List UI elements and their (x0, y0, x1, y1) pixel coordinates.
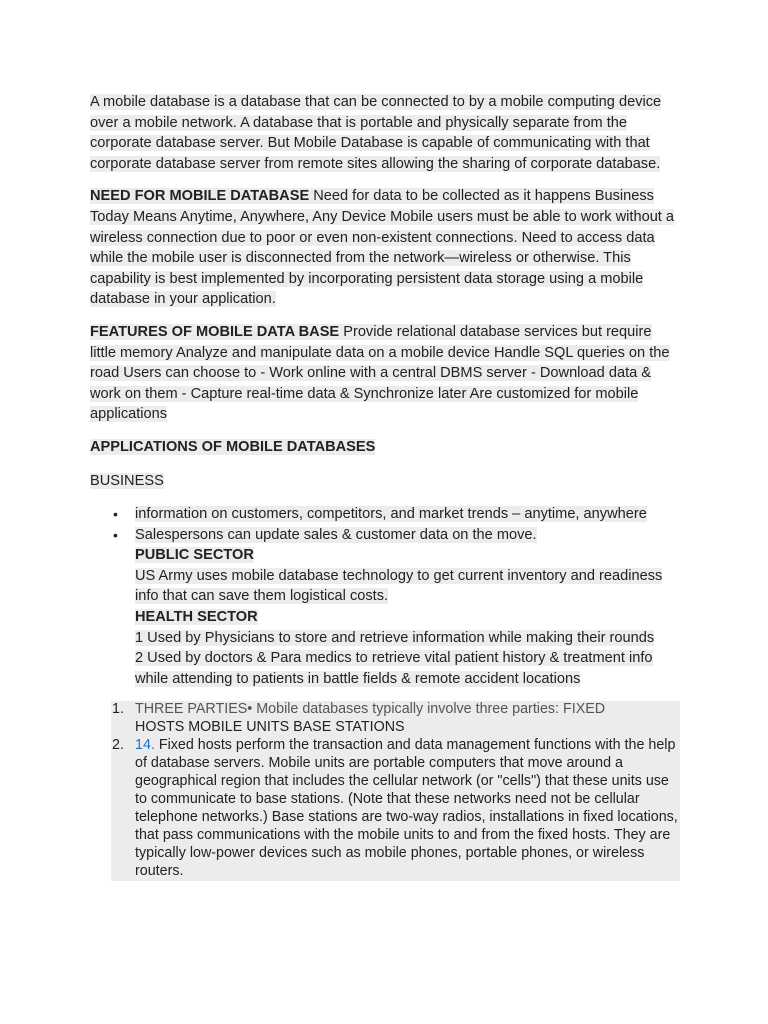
list-item (111, 737, 680, 880)
list-number: 2. (112, 737, 124, 754)
business-bullet-list (90, 504, 680, 545)
features-heading: FEATURES OF MOBILE DATA BASE (90, 323, 340, 340)
document-body (90, 92, 680, 881)
three-parties-rest: HOSTS MOBILE UNITS BASE STATIONS (135, 719, 405, 736)
need-heading: NEED FOR MOBILE DATABASE (90, 188, 310, 205)
list-item (111, 701, 680, 737)
numbered-list (111, 701, 680, 880)
public-sector-heading: PUBLIC SECTOR (135, 547, 254, 564)
health-sector-line-1: 1 Used by Physicians to store and retrieve information while making their rounds (135, 629, 655, 646)
public-sector-block (90, 545, 680, 689)
intro-paragraph (90, 92, 680, 174)
list-number: 1. (112, 701, 124, 718)
reference-link[interactable]: 14. (135, 737, 155, 754)
fixed-hosts-text: Fixed hosts perform the transaction and data management functions with the help of database servers. Mobile units are portable computers that move around a geographical region that includes the cellular network (or "cells") that these units use to communicate to base stations. (Note that these networks need not be cellular telephone networks.) Base stations are two-way radios, installations in fixed locations, that pass communications with the mobile units to and from the fixed hosts. They are typically low-power devices such as mobile phones, portable phones, or wireless routers. (135, 737, 678, 879)
need-paragraph (90, 186, 680, 310)
three-parties-lead: THREE PARTIES• Mobile databases typically involve three parties: FIXED (135, 701, 606, 718)
health-sector-line-2: 2 Used by doctors & Para medics to retrieve vital patient history & treatment info while attending to patients in battle fields & remote accident locations (135, 650, 653, 687)
intro-text: A mobile database is a database that can be connected to by a mobile computing device over a mobile network. A database that is portable and physically separate from the corporate database server. But Mobile Database is capable of communicating with that corporate database server from remote sites allowing the sharing of corporate database. (90, 94, 662, 172)
applications-heading: APPLICATIONS OF MOBILE DATABASES (90, 438, 376, 455)
features-text: Provide relational database services but require little memory Analyze and manipulate data on a mobile device Handle SQL queries on the road Users can choose to - Work online with a central DBMS server - Download data & work on them - Capture real-time data & Synchronize later Are customized for mobile applications (90, 323, 670, 423)
features-paragraph (90, 322, 680, 425)
health-sector-heading: HEALTH SECTOR (135, 609, 258, 626)
list-item: • information on customers, competitors, and market trends – anytime, anywhere (90, 504, 680, 525)
public-sector-text: US Army uses mobile database technology to get current inventory and readiness info that can save them logistical costs. (135, 567, 663, 605)
list-item: • Salespersons can update sales & customer data on the move. (90, 525, 680, 546)
need-text: Need for data to be collected as it happens Business Today Means Anytime, Anywhere, Any Device Mobile users must be able to work without a wireless connection due to poor or even non-existent connections. Need to access data while the mobile user is disconnected from the network—wireless or otherwise. This capability is best implemented by incorporating persistent data storage using a mobile database in your application. (90, 188, 675, 308)
business-label: BUSINESS (90, 472, 164, 489)
